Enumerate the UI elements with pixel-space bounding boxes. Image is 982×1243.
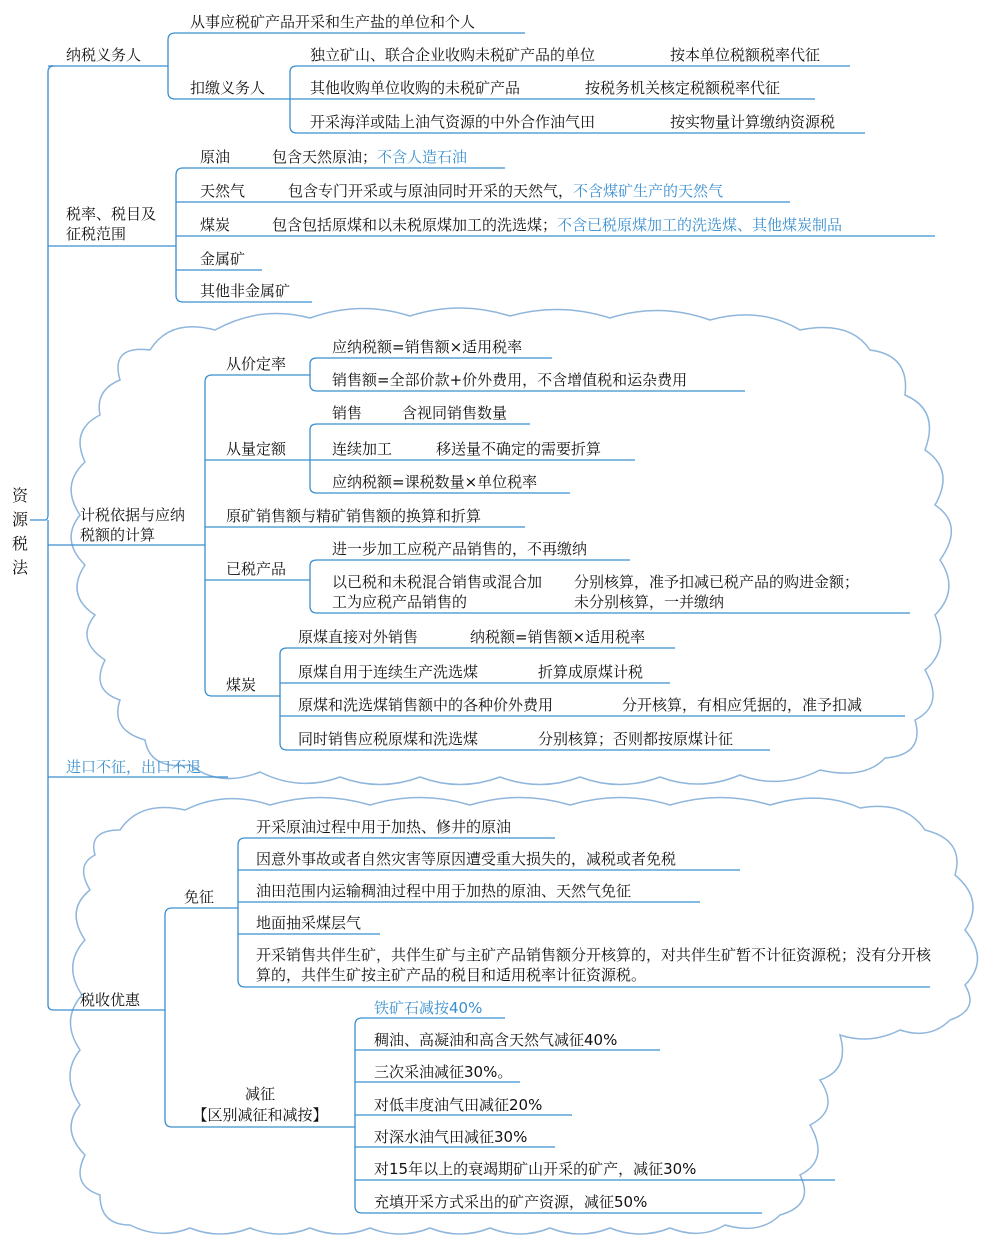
coal-item-a: 同时销售应税原煤和洗选煤 [298,730,479,748]
coal-item-b: 折算成原煤计税 [538,663,644,681]
node-reduce-note: 【区别减征和减按】 [192,1106,328,1124]
scope-item-desc: 包含包括原煤和以未税原煤加工的洗选煤；不含已税原煤加工的洗选煤、其他煤炭制品 [272,216,843,234]
exempt-item: 地面抽采煤层气 [256,914,362,932]
reduce-item: 三次采油减征30%。 [374,1063,513,1081]
scope-item-desc: 包含专门开采或与原油同时开采的天然气，不含煤矿生产的天然气 [288,182,724,200]
node-specific: 从量定额 [226,440,287,458]
exempt-item: 油田范围内运输稠油过程中用于加热的原油、天然气免征 [256,882,632,900]
scope-item-name: 其他非金属矿 [200,282,291,300]
taxed-item: 进一步加工应税产品销售的，不再缴纳 [332,540,588,558]
withholding-item-b: 按实物量计算缴纳资源税 [670,113,836,131]
coal-item-a: 原煤直接对外销售 [298,628,419,646]
ad-valorem-item: 销售额=全部价款+价外费用，不含增值税和运杂费用 [332,371,688,389]
reduce-item: 对15年以上的衰竭期矿山开采的矿产，减征30% [374,1160,697,1178]
taxed-result: 分别核算，准予扣减已税产品的购进金额； [574,573,860,591]
coal-item-b: 分别核算；否则都按原煤计征 [538,730,734,748]
node-ad-valorem: 从价定率 [226,355,287,373]
specific-item-a: 销售 [332,404,363,422]
node-taxpayer: 纳税义务人 [66,46,142,64]
withholding-item-b: 按本单位税额税率代征 [670,46,821,64]
exempt-item: 开采销售共伴生矿，共伴生矿与主矿产品销售额分开核算的，对共伴生矿暂不计征资源税；没有分开核算的，共伴生矿按主矿产品的税目和适用税率计征资源税。 [256,946,932,984]
scope-item-name: 金属矿 [200,250,246,268]
taxed-item: 以已税和未税混合销售或混合加工为应税产品销售的 [332,573,543,611]
taxed-result: 未分别核算，一并缴纳 [574,593,725,611]
withholding-item-a: 开采海洋或陆上油气资源的中外合作油气田 [310,113,596,131]
coal-item-a: 原煤和洗选煤销售额中的各种价外费用 [298,696,554,714]
ad-valorem-item: 应纳税额=销售额×适用税率 [332,338,523,356]
withholding-item-a: 其他收购单位收购的未税矿产品 [310,79,521,97]
coal-item-b: 分开核算，有相应凭据的，准予扣减 [622,696,863,714]
node-exempt: 免征 [184,888,215,906]
reduce-item: 充填开采方式采出的矿产资源，减征50% [374,1193,648,1211]
node-import-export: 进口不征，出口不退 [66,758,202,776]
reduce-item: 对深水油气田减征30% [374,1128,528,1146]
scope-item-name: 煤炭 [200,216,231,234]
node-calc: 计税依据与应纳税额的计算 [80,506,186,544]
withholding-item-b: 按税务机关核定税额税率代征 [585,79,781,97]
specific-item-b: 含视同销售数量 [402,404,508,422]
withholding-item-a: 独立矿山、联合企业收购未税矿产品的单位 [310,46,596,64]
scope-item-desc: 包含天然原油；不含人造石油 [272,148,468,166]
specific-item-a: 应纳税额=课税数量×单位税率 [332,473,538,491]
reduce-item: 铁矿石减按40% [374,999,483,1017]
reduce-item: 对低丰度油气田减征20% [374,1096,543,1114]
node-scope: 税率、税目及征税范围 [66,205,157,243]
root-node: 资源税法 [12,486,29,577]
node-conversion: 原矿销售额与精矿销售额的换算和折算 [226,507,482,525]
node-reduce: 减征 [244,1085,275,1103]
node-coal: 煤炭 [226,676,257,694]
scope-item-name: 天然气 [200,182,246,200]
specific-item-a: 连续加工 [332,440,393,458]
specific-item-b: 移送量不确定的需要折算 [436,440,602,458]
coal-item-b: 纳税额=销售额×适用税率 [470,628,646,646]
node-taxed: 已税产品 [226,560,287,578]
node-preferential: 税收优惠 [80,991,141,1009]
exempt-item: 因意外事故或者自然灾害等原因遭受重大损失的，减税或者免税 [256,850,677,868]
reduce-item: 稠油、高凝油和高含天然气减征40% [374,1031,618,1049]
scope-item-name: 原油 [200,148,231,166]
node-taxpayer-main: 从事应税矿产品开采和生产盐的单位和个人 [190,13,476,31]
exempt-item: 开采原油过程中用于加热、修井的原油 [256,818,512,836]
coal-item-a: 原煤自用于连续生产洗选煤 [298,663,479,681]
node-withholding: 扣缴义务人 [190,79,266,97]
